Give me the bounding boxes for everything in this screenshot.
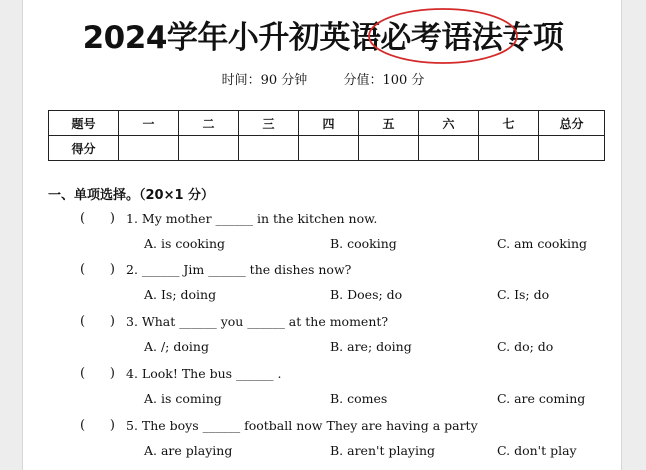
- answer-bracket: ( ): [80, 314, 115, 329]
- option-c: C. do; do: [497, 339, 554, 354]
- answer-bracket: ( ): [80, 211, 115, 226]
- document-page: [22, 0, 622, 470]
- option-b: B. are; doing: [330, 339, 412, 354]
- score-table-header-cell: 四: [299, 111, 359, 136]
- question-3: [23, 314, 623, 366]
- option-a: A. Is; doing: [144, 287, 217, 302]
- option-c: C. am cooking: [497, 236, 588, 251]
- option-c: C. don't play: [497, 443, 577, 458]
- score-cell: [299, 136, 359, 161]
- exam-time: 时间：90 分钟: [221, 73, 308, 88]
- score-table-header-cell: 五: [359, 111, 419, 136]
- question-stem: 1. My mother ______ in the kitchen now.: [126, 211, 378, 226]
- option-c: C. are coming: [497, 391, 586, 406]
- exam-info: [23, 69, 623, 88]
- answer-bracket: ( ): [80, 418, 115, 433]
- option-b: B. aren't playing: [330, 443, 436, 458]
- question-5: [23, 418, 623, 470]
- score-table: [48, 110, 605, 161]
- exam-score: 分值：100 分: [343, 73, 425, 88]
- page-title: 2024学年小升初英语必考语法专项: [82, 20, 564, 56]
- question-stem: 4. Look! The bus ______ .: [126, 366, 282, 381]
- score-cell: [479, 136, 539, 161]
- score-cell: [239, 136, 299, 161]
- score-cell: [539, 136, 605, 161]
- red-circle-annotation: [365, 5, 521, 67]
- score-table-header-cell: 题号: [49, 111, 119, 136]
- option-b: B. Does; do: [330, 287, 403, 302]
- score-cell: [359, 136, 419, 161]
- option-a: A. /; doing: [144, 339, 209, 354]
- score-table-header-cell: 二: [179, 111, 239, 136]
- option-b: B. comes: [330, 391, 388, 406]
- score-table-header-row: [49, 111, 605, 136]
- answer-bracket: ( ): [80, 262, 115, 277]
- score-cell: [179, 136, 239, 161]
- question-2: [23, 262, 623, 314]
- score-table-header-cell: 六: [419, 111, 479, 136]
- score-cell: [119, 136, 179, 161]
- answer-bracket: ( ): [80, 366, 115, 381]
- score-table-header-cell: 一: [119, 111, 179, 136]
- question-stem: 3. What ______ you ______ at the moment?: [126, 314, 389, 329]
- score-cell: [419, 136, 479, 161]
- score-table-header-cell: 三: [239, 111, 299, 136]
- option-a: A. is cooking: [144, 236, 226, 251]
- option-b: B. cooking: [330, 236, 397, 251]
- question-1: [23, 211, 623, 263]
- question-stem: 2. ______ Jim ______ the dishes now?: [126, 262, 352, 277]
- option-a: A. are playing: [144, 443, 233, 458]
- score-table-header-cell: 总分: [539, 111, 605, 136]
- question-4: [23, 366, 623, 418]
- question-stem: 5. The boys ______ football now They are having a party: [126, 418, 478, 433]
- section-1-heading: 一、单项选择。（20×1 分）: [48, 188, 215, 203]
- option-a: A. is coming: [144, 391, 222, 406]
- score-table-score-row: [49, 136, 605, 161]
- option-c: C. Is; do: [497, 287, 550, 302]
- score-table-header-cell: 七: [479, 111, 539, 136]
- score-row-label: 得分: [49, 136, 119, 161]
